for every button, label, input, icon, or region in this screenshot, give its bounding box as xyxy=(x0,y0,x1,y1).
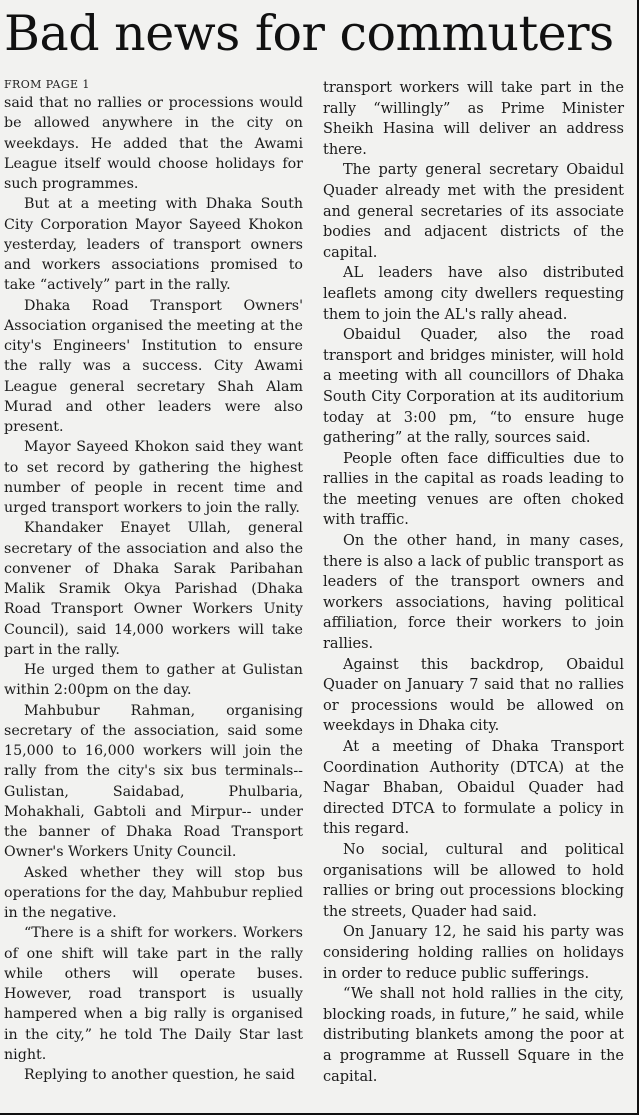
kicker-from-page-1: FROM PAGE 1 xyxy=(4,78,90,91)
left-column xyxy=(4,78,303,1085)
paragraph: AL leaders have also distributed leaflets among city dwellers requesting them to join the AL's rally ahead. xyxy=(323,265,624,323)
paragraph: But at a meeting with Dhaka South City Corporation Mayor Sayeed Khokon yesterday, leaders of transport owners and workers associations promised to take “actively” part in the rally. xyxy=(4,196,303,294)
paragraph: Against this backdrop, Obaidul Quader on January 7 said that no rallies or processions would be allowed on weekdays in Dhaka city. xyxy=(323,656,624,735)
paragraph: transport workers will take part in the rally “willingly” as Prime Minister Sheikh Hasina will deliver an address there. xyxy=(323,80,624,158)
paragraph: At a meeting of Dhaka Transport Coordination Authority (DTCA) at the Nagar Bhaban, Obaidul Quader had directed DTCA to formulate a policy in this regard. xyxy=(323,739,624,838)
paragraph: Mayor Sayeed Khokon said they want to set record by gathering the highest number of people in recent time and urged transport workers to join the rally. xyxy=(4,439,303,516)
paragraph: Dhaka Road Transport Owners' Association organised the meeting at the city's Engineers' Institution to ensure the rally was a success. City Awami League general secretary Shah Alam Murad and other leaders were also present. xyxy=(4,297,303,435)
paragraph: Obaidul Quader, also the road transport and bridges minister, will hold a meeting with all councillors of Dhaka South City Corporation at its auditorium today at 3:00 pm, “to ensure huge gathering” at the rally, sources said. xyxy=(323,327,624,447)
paragraph: “There is a shift for workers. Workers of one shift will take part in the rally while others will operate buses. However, road transport is usually hampered when a big rally is organised in the city,” he told The Daily Star last night. xyxy=(4,925,303,1063)
paragraph: He urged them to gather at Gulistan within 2:00pm on the day. xyxy=(4,662,303,699)
paragraph: Replying to another question, he said xyxy=(24,1067,295,1083)
paragraph: The party general secretary Obaidul Quader already met with the president and general secretaries of its associate bodies and adjacent districts of the capital. xyxy=(323,162,624,261)
paragraph: “We shall not hold rallies in the city, blocking roads, in future,” he said, while distributing blankets among the poor at a programme at Russell Square in the capital. xyxy=(323,986,624,1085)
paragraph: No social, cultural and political organisations will be allowed to hold rallies or bring out processions blocking the streets, Quader had said. xyxy=(323,841,624,920)
paragraph: said that no rallies or processions would be allowed anywhere in the city on weekdays. He added that the Awami League itself would choose holidays for such programmes. xyxy=(4,95,303,192)
paragraph: Asked whether they will stop bus operations for the day, Mahbubur replied in the negative. xyxy=(4,864,303,921)
paragraph: Mahbubur Rahman, organising secretary of the association, said some 15,000 to 16,000 workers will join the rally from the city's six bus terminals-- Gulistan, Saidabad, Phulbaria, Mohakhali, Gabtoli and Mirpur-- under the banner of Dhaka Road Transport Owner's Workers Unity Council. xyxy=(4,702,303,861)
headline: Bad news for commuters xyxy=(4,5,614,62)
paragraph: People often face difficulties due to rallies in the capital as roads leading to the meeting venues are often choked with traffic. xyxy=(323,450,624,529)
paragraph: On the other hand, in many cases, there is also a lack of public transport as leaders of the transport owners and workers associations, having political affiliation, force their workers to join rallies. xyxy=(323,533,624,653)
right-column xyxy=(323,78,624,1087)
paragraph: On January 12, he said his party was considering holding rallies on holidays in order to reduce public sufferings. xyxy=(323,924,624,982)
paragraph: Khandaker Enayet Ullah, general secretary of the association and also the convener of Dhaka Sarak Paribahan Malik Sramik Okya Parishad (Dhaka Road Transport Owner Workers Unity Council), said 14,000 workers will take part in the rally. xyxy=(4,520,303,658)
